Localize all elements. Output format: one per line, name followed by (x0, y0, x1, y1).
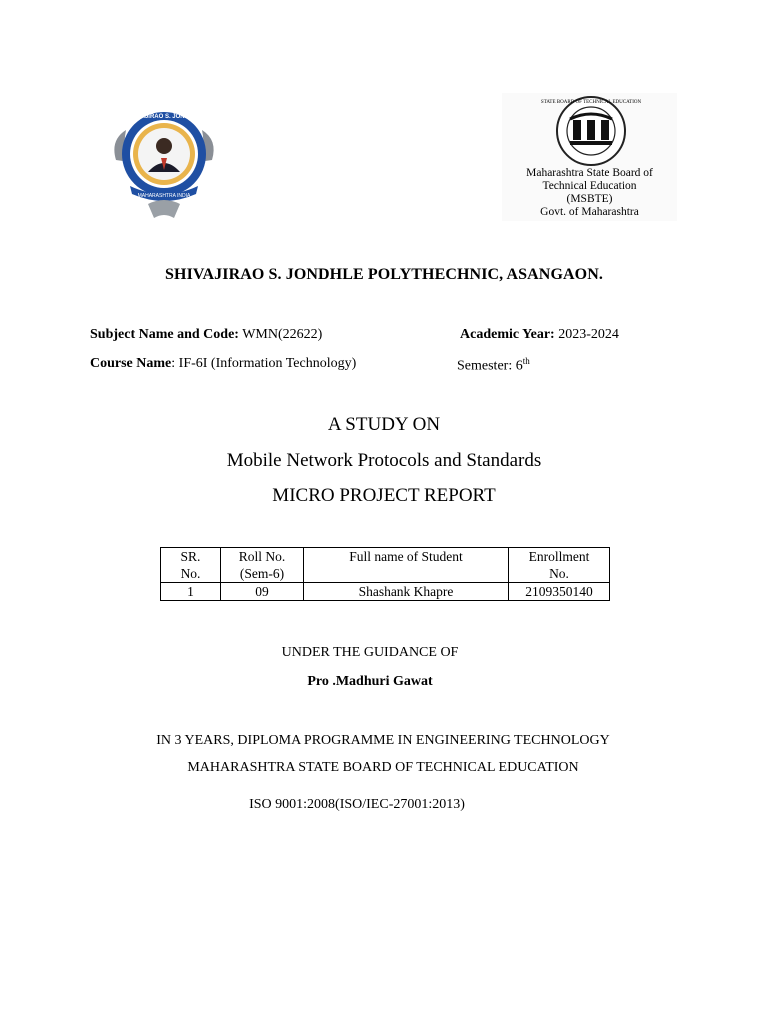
header-text: Roll No. (238, 549, 286, 564)
course-label: Course Name (90, 356, 172, 371)
crest-logo-icon (108, 100, 220, 224)
header-text: (Sem-6) (239, 566, 285, 581)
board-line: MAHARASHTRA STATE BOARD OF TECHNICAL EDUCATION (187, 760, 579, 775)
cell-enrollment: 2109350140 (509, 583, 610, 601)
title-line-2: Mobile Network Protocols and Standards (226, 450, 542, 471)
guidance-label: UNDER THE GUIDANCE OF (281, 645, 459, 660)
header-text: No. (180, 566, 201, 581)
msbte-ring-text: STATE BOARD OF TECHNICAL EDUCATION (540, 100, 642, 105)
col-header-enrollment (509, 548, 610, 583)
col-header-name (304, 548, 509, 583)
subject-label: Subject Name and Code: (90, 327, 239, 342)
iso-line: ISO 9001:2008(ISO/IEC-27001:2013) (249, 797, 465, 812)
semester-row (457, 356, 530, 375)
header-text: Enrollment (528, 549, 590, 564)
subject-value: WMN(22622) (242, 327, 323, 342)
msbte-logo (502, 93, 677, 221)
guide-name: Pro .Madhuri Gawat (307, 674, 433, 689)
table-row (161, 583, 610, 601)
programme-line: IN 3 YEARS, DIPLOMA PROGRAMME IN ENGINEERING TECHNOLOGY (156, 733, 610, 748)
student-table (160, 547, 610, 601)
msbte-line-2: Technical Education (542, 180, 637, 192)
title-line-3: MICRO PROJECT REPORT (272, 485, 496, 506)
header-text: No. (549, 566, 569, 581)
cell-sr: 1 (161, 583, 221, 601)
semester-value: : 6 (508, 358, 523, 374)
academic-year-label: Academic Year: (460, 327, 555, 342)
col-header-sr (161, 548, 221, 583)
msbte-emblem-icon (536, 95, 646, 167)
semester-sup: th (522, 356, 530, 366)
header-text: Full name of Student (349, 549, 463, 564)
msbte-caption (502, 167, 677, 219)
semester-label: Semester (457, 358, 509, 374)
academic-year-row (460, 327, 619, 343)
cell-name: Shashank Khapre (304, 583, 509, 601)
polytechnic-crest-logo (108, 100, 220, 224)
course-row (90, 356, 356, 372)
table-header-row (161, 548, 610, 583)
crest-bottom-text: MAHARASHTRA INDIA (137, 193, 191, 199)
cell-roll: 09 (221, 583, 304, 601)
title-line-1: A STUDY ON (327, 414, 441, 435)
course-value: : IF-6I (Information Technology) (171, 356, 357, 371)
subject-row (90, 327, 322, 343)
msbte-line-1: Maharashtra State Board of (526, 167, 653, 179)
academic-year-value: 2023-2024 (558, 327, 619, 342)
msbte-line-4: Govt. of Maharashtra (540, 206, 639, 218)
col-header-roll (221, 548, 304, 583)
msbte-line-3: (MSBTE) (566, 193, 613, 205)
crest-top-text: SHIVAJIRAO S. JONDHLE (127, 114, 201, 120)
institute-name: SHIVAJIRAO S. JONDHLE POLYTHECHNIC, ASANGAON. (165, 266, 603, 283)
header-text: SR. (180, 549, 201, 564)
